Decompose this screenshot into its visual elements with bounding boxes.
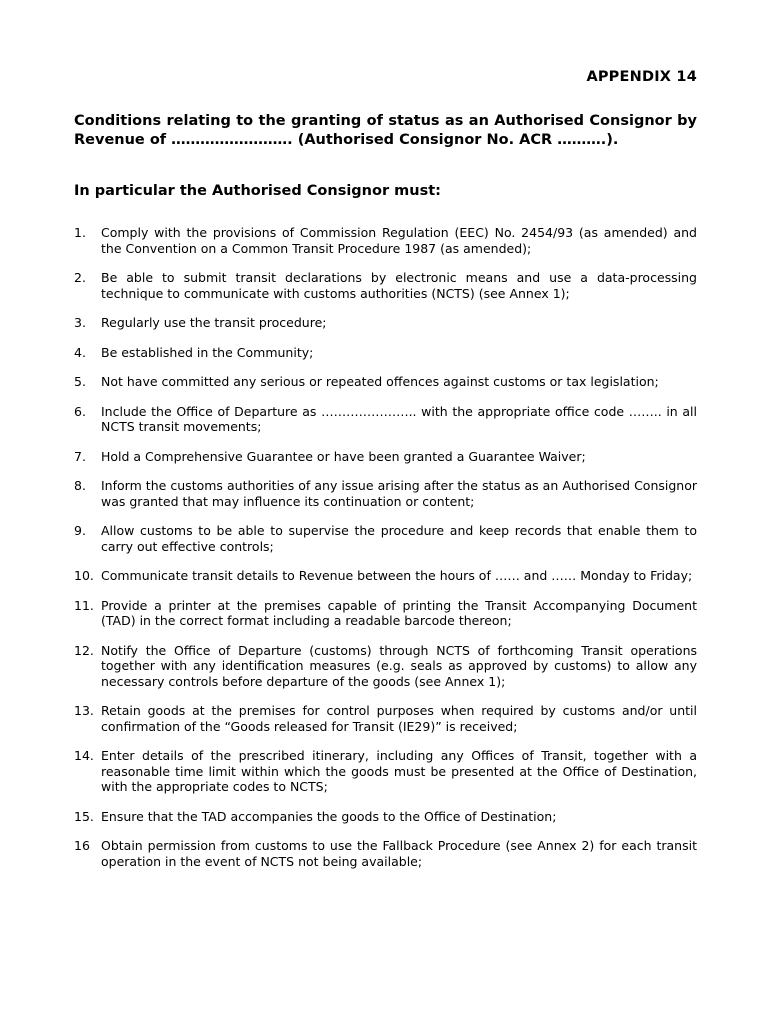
list-item: [74, 449, 697, 465]
item-number: 14.: [74, 748, 94, 763]
document-subheading: In particular the Authorised Consignor must:: [74, 183, 441, 199]
item-text: Allow customs to be able to supervise the procedure and keep records that enable them to carry out effective controls;: [101, 523, 697, 554]
item-text: Communicate transit details to Revenue between the hours of …… and …… Monday to Friday;: [101, 568, 693, 583]
item-number: 15.: [74, 808, 94, 824]
item-text: Provide a printer at the premises capable of printing the Transit Accompanying Document (TAD) in the correct format including a readable barcode thereon;: [101, 597, 697, 628]
item-text: Inform the customs authorities of any issue arising after the status as an Authorised Consignor was granted that may influence its continuation or content;: [101, 478, 697, 509]
item-number: 2.: [74, 270, 86, 285]
list-item: [74, 598, 697, 629]
item-text: Enter details of the prescribed itinerary, including any Offices of Transit, together with a reasonable time limit within which the goods must be presented at the Office of Destination, with the appropriate codes to NCTS;: [101, 748, 697, 794]
list-item: [74, 374, 697, 390]
item-number: 5.: [74, 374, 86, 389]
item-number: 9.: [74, 523, 86, 538]
item-text: Be able to submit transit declarations by electronic means and use a data-processing technique to communicate with customs authorities (NCTS) (see Annex 1);: [101, 270, 697, 301]
item-text: Include the Office of Departure as ………………….. with the appropriate office code …….. in all NCTS transit movements;: [101, 403, 697, 434]
list-item: [74, 270, 697, 301]
item-text: Notify the Office of Departure (customs) through NCTS of forthcoming Transit operations together with any identification measures (e.g. seals as approved by customs) to allow any necessary controls before departure of the goods (see Annex 1);: [101, 642, 697, 689]
appendix-label: APPENDIX 14: [586, 69, 697, 85]
list-item: [74, 568, 697, 584]
item-text: Hold a Comprehensive Guarantee or have been granted a Guarantee Waiver;: [101, 448, 586, 464]
item-number: 1.: [74, 225, 86, 240]
item-number: 8.: [74, 478, 86, 493]
item-number: 6.: [74, 403, 86, 419]
item-text: Obtain permission from customs to use the Fallback Procedure (see Annex 2) for each transit operation in the event of NCTS not being available;: [101, 838, 697, 869]
list-item: [74, 809, 697, 825]
item-text: Ensure that the TAD accompanies the goods to the Office of Destination;: [101, 808, 557, 824]
item-number: 10.: [74, 568, 94, 583]
list-item: [74, 345, 697, 361]
list-item: [74, 523, 697, 554]
item-text: Be established in the Community;: [101, 344, 314, 360]
document-heading: Conditions relating to the granting of status as an Authorised Consignor by Revenue of ……………………. (Authorised Consignor No. ACR ……….).: [74, 113, 697, 148]
item-number: 3.: [74, 315, 86, 330]
item-number: 4.: [74, 344, 86, 360]
list-item: [74, 315, 697, 331]
item-number: 12.: [74, 642, 94, 658]
item-text: Not have committed any serious or repeated offences against customs or tax legislation;: [101, 374, 659, 389]
item-text: Retain goods at the premises for control purposes when required by customs and/or until confirmation of the “Goods released for Transit (IE29)” is received;: [101, 703, 697, 734]
item-text: Regularly use the transit procedure;: [101, 315, 327, 330]
item-number: 16: [74, 838, 90, 853]
item-number: 7.: [74, 448, 86, 464]
list-item: [74, 838, 697, 869]
list-item: [74, 748, 697, 795]
list-item: [74, 478, 697, 509]
item-number: 13.: [74, 703, 94, 718]
list-item: [74, 643, 697, 690]
list-item: [74, 404, 697, 435]
item-number: 11.: [74, 597, 94, 613]
conditions-list: [74, 225, 697, 883]
list-item: [74, 703, 697, 734]
item-text: Comply with the provisions of Commission Regulation (EEC) No. 2454/93 (as amended) and the Convention on a Common Transit Procedure 1987 (as amended);: [101, 225, 697, 256]
list-item: [74, 225, 697, 256]
